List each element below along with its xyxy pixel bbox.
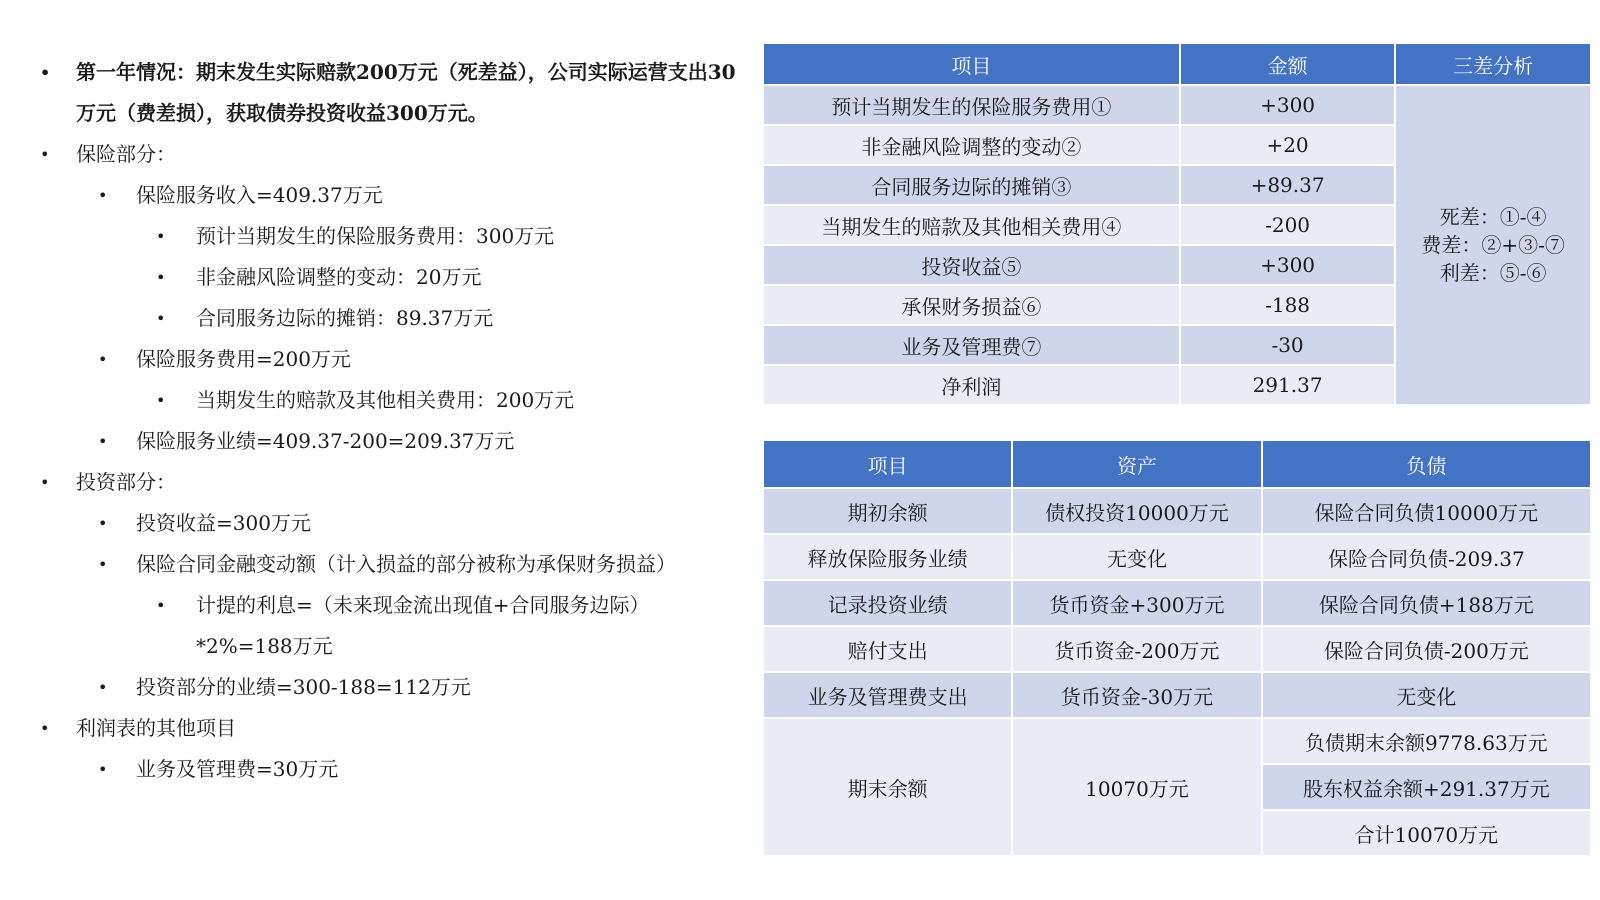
bullet: • — [98, 678, 108, 697]
csm-amortization-text: 合同服务边际的摊销：89.37万元 — [196, 306, 494, 330]
outline-item-admin-expense — [36, 749, 736, 790]
row-amount: -30 — [1180, 325, 1396, 365]
header-item: 项目 — [763, 440, 1012, 488]
profit-analysis-table — [762, 42, 1592, 406]
bullet: • — [40, 719, 50, 738]
row-item: 非金融风险调整的变动② — [763, 125, 1180, 165]
row-item: 期初余额 — [763, 488, 1012, 534]
bullet: • — [156, 309, 166, 328]
row-item: 投资收益⑤ — [763, 245, 1180, 285]
table-row — [763, 534, 1591, 580]
bullet: • — [40, 63, 51, 82]
header-asset: 资产 — [1012, 440, 1261, 488]
bullet: • — [98, 555, 108, 574]
row-item: 赔付支出 — [763, 626, 1012, 672]
outline-item-claims-expense — [36, 380, 736, 421]
row-asset: 债权投资10000万元 — [1012, 488, 1261, 534]
row-item: 净利润 — [763, 365, 1180, 405]
closing-equity: 股东权益余额+291.37万元 — [1262, 764, 1591, 810]
row-item: 当期发生的赔款及其他相关费用④ — [763, 205, 1180, 245]
closing-asset: 10070万元 — [1012, 718, 1261, 856]
outline-item-investment-income — [36, 503, 736, 544]
table-row — [763, 488, 1591, 534]
investment-result-text: 投资部分的业绩=300-188=112万元 — [136, 675, 471, 699]
risk-adjustment-text: 非金融风险调整的变动：20万元 — [196, 265, 482, 289]
year-situation-text: 第一年情况：期末发生实际赔款200万元（死差益），公司实际运营支出30万元（费差损），获取债券投资收益300万元。 — [76, 60, 736, 125]
bullet: • — [40, 473, 50, 492]
row-amount: +300 — [1180, 245, 1396, 285]
row-liability: 保险合同负债+188万元 — [1262, 580, 1591, 626]
row-item: 释放保险服务业绩 — [763, 534, 1012, 580]
closing-item: 期末余额 — [763, 718, 1012, 856]
row-liability: 无变化 — [1262, 672, 1591, 718]
outline-item-risk-adjustment — [36, 257, 736, 298]
closing-total: 合计10070万元 — [1262, 810, 1591, 856]
outline-item-service-revenue — [36, 175, 736, 216]
investment-income-text: 投资收益=300万元 — [136, 511, 311, 535]
bullet: • — [98, 186, 108, 205]
outline-item-csm-amortization — [36, 298, 736, 339]
outline-item-accrued-interest — [36, 585, 736, 667]
row-item: 业务及管理费⑦ — [763, 325, 1180, 365]
expense-difference: 费差：②+③-⑦ — [1421, 233, 1565, 257]
bullet: • — [98, 760, 108, 779]
header-analysis: 三差分析 — [1395, 43, 1591, 85]
bullet: • — [40, 145, 50, 164]
row-asset: 货币资金-30万元 — [1012, 672, 1261, 718]
outline-item-finance-change — [36, 544, 736, 585]
service-result-text: 保险服务业绩=409.37-200=209.37万元 — [136, 429, 515, 453]
insurance-part-text: 保险部分： — [76, 142, 176, 166]
finance-change-text: 保险合同金融变动额（计入损益的部分被称为承保财务损益） — [136, 552, 676, 576]
table-row-closing — [763, 718, 1591, 764]
row-liability: 保险合同负债-209.37 — [1262, 534, 1591, 580]
bullet: • — [156, 596, 166, 615]
outline-item-insurance-part — [36, 134, 736, 175]
bullet: • — [98, 350, 108, 369]
row-amount: +89.37 — [1180, 165, 1396, 205]
row-liability: 保险合同负债-200万元 — [1262, 626, 1591, 672]
outline — [36, 52, 736, 790]
outline-item-other-items — [36, 708, 736, 749]
service-revenue-text: 保险服务收入=409.37万元 — [136, 183, 383, 207]
expected-expense-text: 预计当期发生的保险服务费用：300万元 — [196, 224, 555, 248]
other-items-text: 利润表的其他项目 — [76, 716, 236, 740]
table-row — [763, 580, 1591, 626]
balance-table — [762, 439, 1592, 857]
header-amount: 金额 — [1180, 43, 1396, 85]
bullet: • — [156, 268, 166, 287]
row-amount: -200 — [1180, 205, 1396, 245]
row-item: 承保财务损益⑥ — [763, 285, 1180, 325]
row-asset: 无变化 — [1012, 534, 1261, 580]
row-liability: 保险合同负债10000万元 — [1262, 488, 1591, 534]
three-difference-analysis — [1395, 85, 1591, 405]
claims-expense-text: 当期发生的赔款及其他相关费用：200万元 — [196, 388, 575, 412]
outline-item-service-expense — [36, 339, 736, 380]
row-item: 记录投资业绩 — [763, 580, 1012, 626]
table-header-row — [763, 43, 1591, 85]
table-header-row — [763, 440, 1591, 488]
table-row — [763, 85, 1591, 125]
bullet: • — [156, 391, 166, 410]
bullet: • — [98, 432, 108, 451]
row-asset: 货币资金-200万元 — [1012, 626, 1261, 672]
outline-item-year-situation — [36, 52, 736, 134]
row-item: 预计当期发生的保险服务费用① — [763, 85, 1180, 125]
row-amount: +300 — [1180, 85, 1396, 125]
accrued-interest-text: 计提的利息=（未来现金流出现值+合同服务边际）*2%=188万元 — [196, 593, 650, 658]
table-row — [763, 672, 1591, 718]
header-liability: 负债 — [1262, 440, 1591, 488]
bullet: • — [156, 227, 166, 246]
outline-item-service-result — [36, 421, 736, 462]
row-amount: +20 — [1180, 125, 1396, 165]
row-item: 业务及管理费支出 — [763, 672, 1012, 718]
row-item: 合同服务边际的摊销③ — [763, 165, 1180, 205]
row-amount: 291.37 — [1180, 365, 1396, 405]
closing-liability: 负债期末余额9778.63万元 — [1262, 718, 1591, 764]
row-amount: -188 — [1180, 285, 1396, 325]
outline-item-investment-part — [36, 462, 736, 503]
admin-expense-text: 业务及管理费=30万元 — [136, 757, 339, 781]
mortality-difference: 死差：①-④ — [1439, 205, 1547, 229]
investment-part-text: 投资部分： — [76, 470, 176, 494]
service-expense-text: 保险服务费用=200万元 — [136, 347, 351, 371]
bullet: • — [98, 514, 108, 533]
outline-item-expected-expense — [36, 216, 736, 257]
interest-difference: 利差：⑤-⑥ — [1439, 261, 1547, 285]
outline-item-investment-result — [36, 667, 736, 708]
header-item: 项目 — [763, 43, 1180, 85]
table-row — [763, 626, 1591, 672]
row-asset: 货币资金+300万元 — [1012, 580, 1261, 626]
